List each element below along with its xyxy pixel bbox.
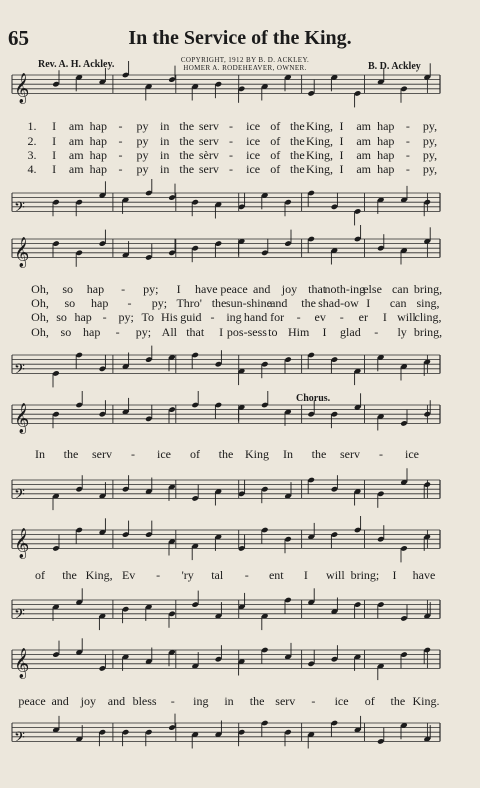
lyric-word: py xyxy=(136,134,149,148)
lyric-word: shad-ow xyxy=(318,296,359,310)
lyric-word: of xyxy=(270,148,281,162)
bass-clef: 𝄢 xyxy=(14,486,25,507)
lyric-word: py, xyxy=(422,162,438,176)
lyric-word: the xyxy=(211,296,227,310)
lyric-word: ice xyxy=(334,694,349,708)
lyric-word: I xyxy=(339,134,344,148)
lyric-word: py; xyxy=(135,325,152,339)
lyric-word: py, xyxy=(422,134,438,148)
lyric-word: glad xyxy=(340,325,361,339)
lyric-word: of xyxy=(270,162,281,176)
lyric-word: so xyxy=(56,310,67,324)
lyric-word: I xyxy=(52,119,57,133)
lyric-word: the xyxy=(289,134,305,148)
lyric-word: ice xyxy=(246,119,261,133)
lyric-word: - xyxy=(118,162,123,176)
lyric-word: King xyxy=(245,447,269,461)
lyric-word: sèrv xyxy=(198,148,219,162)
lyric-word: bring, xyxy=(413,325,443,339)
lyric-word: the xyxy=(390,694,406,708)
lyric-word: - xyxy=(405,148,410,162)
lyric-word: I xyxy=(52,148,57,162)
lyric-word: of xyxy=(364,694,375,708)
lyric-word: py, xyxy=(422,119,438,133)
lyric-word: Thro' xyxy=(176,296,202,310)
lyric-word: serv xyxy=(198,119,219,133)
lyric-word: in xyxy=(159,134,170,148)
lyric-word: - xyxy=(339,310,344,324)
lyric-word: Oh, xyxy=(31,282,49,296)
lyric-word: joy xyxy=(80,694,96,708)
owner-line: HOMER A. RODEHEAVER, OWNER. xyxy=(183,64,307,72)
lyric-word: ly xyxy=(397,325,407,339)
lyric-word: that xyxy=(308,282,327,296)
lyric-word: am xyxy=(68,134,84,148)
lyric-word: the xyxy=(289,119,305,133)
lyric-word: serv xyxy=(340,447,360,461)
lyric-word: that xyxy=(186,325,205,339)
lyric-word: the xyxy=(249,694,265,708)
lyric-word: Oh, xyxy=(31,325,49,339)
lyric-word: peace xyxy=(18,694,46,708)
lyric-word: in xyxy=(224,694,234,708)
lyric-word: the xyxy=(179,119,195,133)
lyric-word: I xyxy=(219,325,224,339)
lyric-word: peace xyxy=(220,282,248,296)
lyric-word: I xyxy=(339,162,344,176)
lyric-word: All xyxy=(161,325,177,339)
lyric-word: guid xyxy=(180,310,202,324)
lyric-word: have xyxy=(412,568,436,582)
lyric-word: the xyxy=(218,447,234,461)
lyric-word: hap xyxy=(89,162,107,176)
bass-clef: 𝄢 xyxy=(14,199,25,220)
lyric-word: - xyxy=(229,134,233,148)
lyric-word: ing xyxy=(193,694,209,708)
hymn-title: In the Service of the King. xyxy=(128,27,352,49)
lyric-word: ice xyxy=(405,447,419,461)
lyric-word: serv xyxy=(92,447,112,461)
lyric-word: can xyxy=(389,296,407,310)
lyric-word: King, xyxy=(305,148,333,162)
lyric-word: In xyxy=(283,447,293,461)
lyric-word: I xyxy=(366,296,371,310)
lyric-word: sing, xyxy=(416,296,440,310)
lyric-word: I xyxy=(382,310,387,324)
lyric-word: of xyxy=(35,568,45,582)
lyric-word: for xyxy=(270,310,285,324)
lyric-word: I xyxy=(339,119,344,133)
lyric-word: - xyxy=(118,134,123,148)
lyric-word: - xyxy=(311,694,316,708)
lyric-word: am xyxy=(356,162,371,176)
lyric-word: - xyxy=(118,148,123,162)
verse-2-line-2 xyxy=(0,296,480,310)
lyric-word: the xyxy=(179,134,195,148)
lyric-word: bless xyxy=(132,694,157,708)
lyric-word: 1. xyxy=(27,119,37,133)
lyric-word: cling, xyxy=(414,310,442,324)
lyric-word: joy xyxy=(281,282,298,296)
lyric-word: can xyxy=(391,282,409,296)
lyric-word: I xyxy=(52,134,57,148)
lyric-word: ice xyxy=(246,134,261,148)
lyric-word: ice xyxy=(246,162,261,176)
lyric-word: else xyxy=(363,282,382,296)
lyric-word: - xyxy=(115,325,120,339)
lyric-word: serv xyxy=(198,134,219,148)
lyric-word: the xyxy=(63,447,79,461)
lyric-word: - xyxy=(210,310,215,324)
lyric-word: the xyxy=(301,296,316,310)
bass-clef: 𝄢 xyxy=(14,729,25,750)
verse-4-line-1 xyxy=(0,162,480,176)
lyric-word: - xyxy=(405,119,410,133)
lyric-word: - xyxy=(244,568,249,582)
lyric-word: I xyxy=(303,568,308,582)
lyric-word: bring; xyxy=(350,568,380,582)
lyric-word: in xyxy=(159,119,170,133)
lyric-word: - xyxy=(229,148,233,162)
lyric-word: the xyxy=(289,148,305,162)
lyric-word: will xyxy=(326,568,345,582)
lyric-word: Oh, xyxy=(31,296,49,310)
lyric-word: pos-sess xyxy=(226,325,267,339)
lyric-word: py, xyxy=(422,148,438,162)
lyric-word: in xyxy=(159,162,170,176)
lyric-word: py; xyxy=(151,296,168,310)
lyric-word: King, xyxy=(305,119,333,133)
copyright-line: COPYRIGHT, 1912 BY B. D. ACKLEY. xyxy=(180,56,310,64)
lyric-word: am xyxy=(356,148,371,162)
lyric-word: the xyxy=(289,162,305,176)
lyric-word: and xyxy=(253,282,271,296)
lyric-word: - xyxy=(374,325,379,339)
lyric-word: - xyxy=(127,296,132,310)
lyric-word: bring, xyxy=(413,282,443,296)
lyric-word: so xyxy=(60,325,72,339)
verse-2-line-1 xyxy=(0,134,480,148)
lyric-word: - xyxy=(170,694,175,708)
chorus-line-1 xyxy=(0,447,480,461)
lyric-word: the xyxy=(311,447,327,461)
lyric-word: - xyxy=(405,162,410,176)
lyric-word: King, xyxy=(305,134,333,148)
treble-clef: 𝄞 xyxy=(14,528,30,559)
lyric-word: hap xyxy=(83,325,101,339)
lyric-word: 2. xyxy=(27,134,37,148)
lyric-word: er xyxy=(358,310,368,324)
lyric-word: hand xyxy=(243,310,268,324)
lyric-word: am xyxy=(68,148,84,162)
lyric-word: hap xyxy=(89,134,107,148)
lyric-word: To xyxy=(141,310,155,324)
lyric-word: py xyxy=(136,162,149,176)
lyric-word: King. xyxy=(412,694,440,708)
lyric-word: - xyxy=(156,568,161,582)
chorus-line-3 xyxy=(0,694,480,708)
lyric-word: of xyxy=(270,134,281,148)
treble-clef: 𝄞 xyxy=(14,403,30,434)
lyric-word: ice xyxy=(157,447,171,461)
lyric-word: am xyxy=(68,162,84,176)
treble-clef: 𝄞 xyxy=(14,73,30,104)
lyric-word: - xyxy=(229,162,233,176)
lyric-word: so xyxy=(64,296,76,310)
lyric-word: to xyxy=(268,325,278,339)
lyric-word: in xyxy=(159,148,170,162)
lyric-word: I xyxy=(52,162,57,176)
lyric-word: of xyxy=(190,447,200,461)
lyric-word: - xyxy=(118,119,123,133)
verse-1-line-2 xyxy=(0,282,480,296)
lyric-word: 'ry xyxy=(181,568,194,582)
lyric-word: Ev xyxy=(121,568,136,582)
lyric-word: I xyxy=(322,325,327,339)
lyric-word: ice xyxy=(246,148,261,162)
lyric-word: py xyxy=(136,148,149,162)
composer-credit: B. D. Ackley xyxy=(368,61,421,72)
lyric-word: - xyxy=(379,447,383,461)
lyric-word: of xyxy=(270,119,281,133)
treble-clef: 𝄞 xyxy=(14,237,30,268)
lyric-word: am xyxy=(356,119,371,133)
verse-1-line-1 xyxy=(0,119,480,133)
lyric-word: - xyxy=(131,447,135,461)
lyric-word: hap xyxy=(91,296,109,310)
lyric-word: King, xyxy=(85,568,113,582)
lyric-word: hap xyxy=(377,119,395,133)
chorus-label: Chorus. xyxy=(296,393,331,404)
lyric-word: py; xyxy=(143,282,159,296)
lyric-word: ing xyxy=(226,310,242,324)
lyric-word: King, xyxy=(305,162,333,176)
treble-clef: 𝄞 xyxy=(14,648,30,679)
bass-clef: 𝄢 xyxy=(14,606,25,627)
lyric-word: - xyxy=(102,310,107,324)
verse-3-line-2 xyxy=(0,310,480,324)
lyric-word: His xyxy=(160,310,178,324)
lyric-word: ent xyxy=(268,568,284,582)
lyric-word: 3. xyxy=(27,148,37,162)
lyric-word: I xyxy=(339,148,344,162)
lyric-word: - xyxy=(296,310,301,324)
lyric-word: hap xyxy=(377,134,395,148)
lyric-word: - xyxy=(121,282,126,296)
lyric-word: hap xyxy=(377,148,395,162)
lyric-word: I xyxy=(392,568,397,582)
verse-4-line-2 xyxy=(0,325,480,339)
chorus-line-2 xyxy=(0,568,480,582)
lyric-word: hap xyxy=(89,119,107,133)
lyric-word: the xyxy=(62,568,77,582)
lyric-word: I xyxy=(176,282,181,296)
lyric-word: the xyxy=(179,162,195,176)
lyric-word: sun-shine xyxy=(225,296,272,310)
lyric-word: hap xyxy=(74,310,92,324)
lyric-word: hap xyxy=(86,282,105,296)
lyric-word: 4. xyxy=(27,162,37,176)
lyric-word: tal xyxy=(211,568,224,582)
lyric-word: py xyxy=(136,119,149,133)
hymn-number: 65 xyxy=(8,26,29,50)
lyric-word: Him xyxy=(287,325,310,339)
lyricist-credit: Rev. A. H. Ackley. xyxy=(38,59,115,70)
lyric-word: am xyxy=(68,119,84,133)
lyric-word: py; xyxy=(118,310,134,324)
lyric-word: - xyxy=(405,134,410,148)
lyric-word: and xyxy=(270,296,288,310)
lyric-word: In xyxy=(35,447,45,461)
lyric-word: serv xyxy=(275,694,296,708)
lyric-word: and xyxy=(107,694,126,708)
bass-clef: 𝄢 xyxy=(14,361,25,382)
lyric-word: will xyxy=(397,310,416,324)
lyric-word: so xyxy=(62,282,74,296)
lyric-word: the xyxy=(179,148,195,162)
lyric-word: serv xyxy=(198,162,219,176)
lyric-word: Oh, xyxy=(31,310,49,324)
lyric-word: hap xyxy=(377,162,395,176)
lyric-word: and xyxy=(51,694,69,708)
verse-3-line-1 xyxy=(0,148,480,162)
lyric-word: am xyxy=(356,134,371,148)
lyric-word: noth-ing xyxy=(324,282,366,296)
lyric-word: ev xyxy=(314,310,326,324)
lyric-word: - xyxy=(229,119,233,133)
lyric-word: hap xyxy=(89,148,107,162)
lyric-word: have xyxy=(194,282,218,296)
